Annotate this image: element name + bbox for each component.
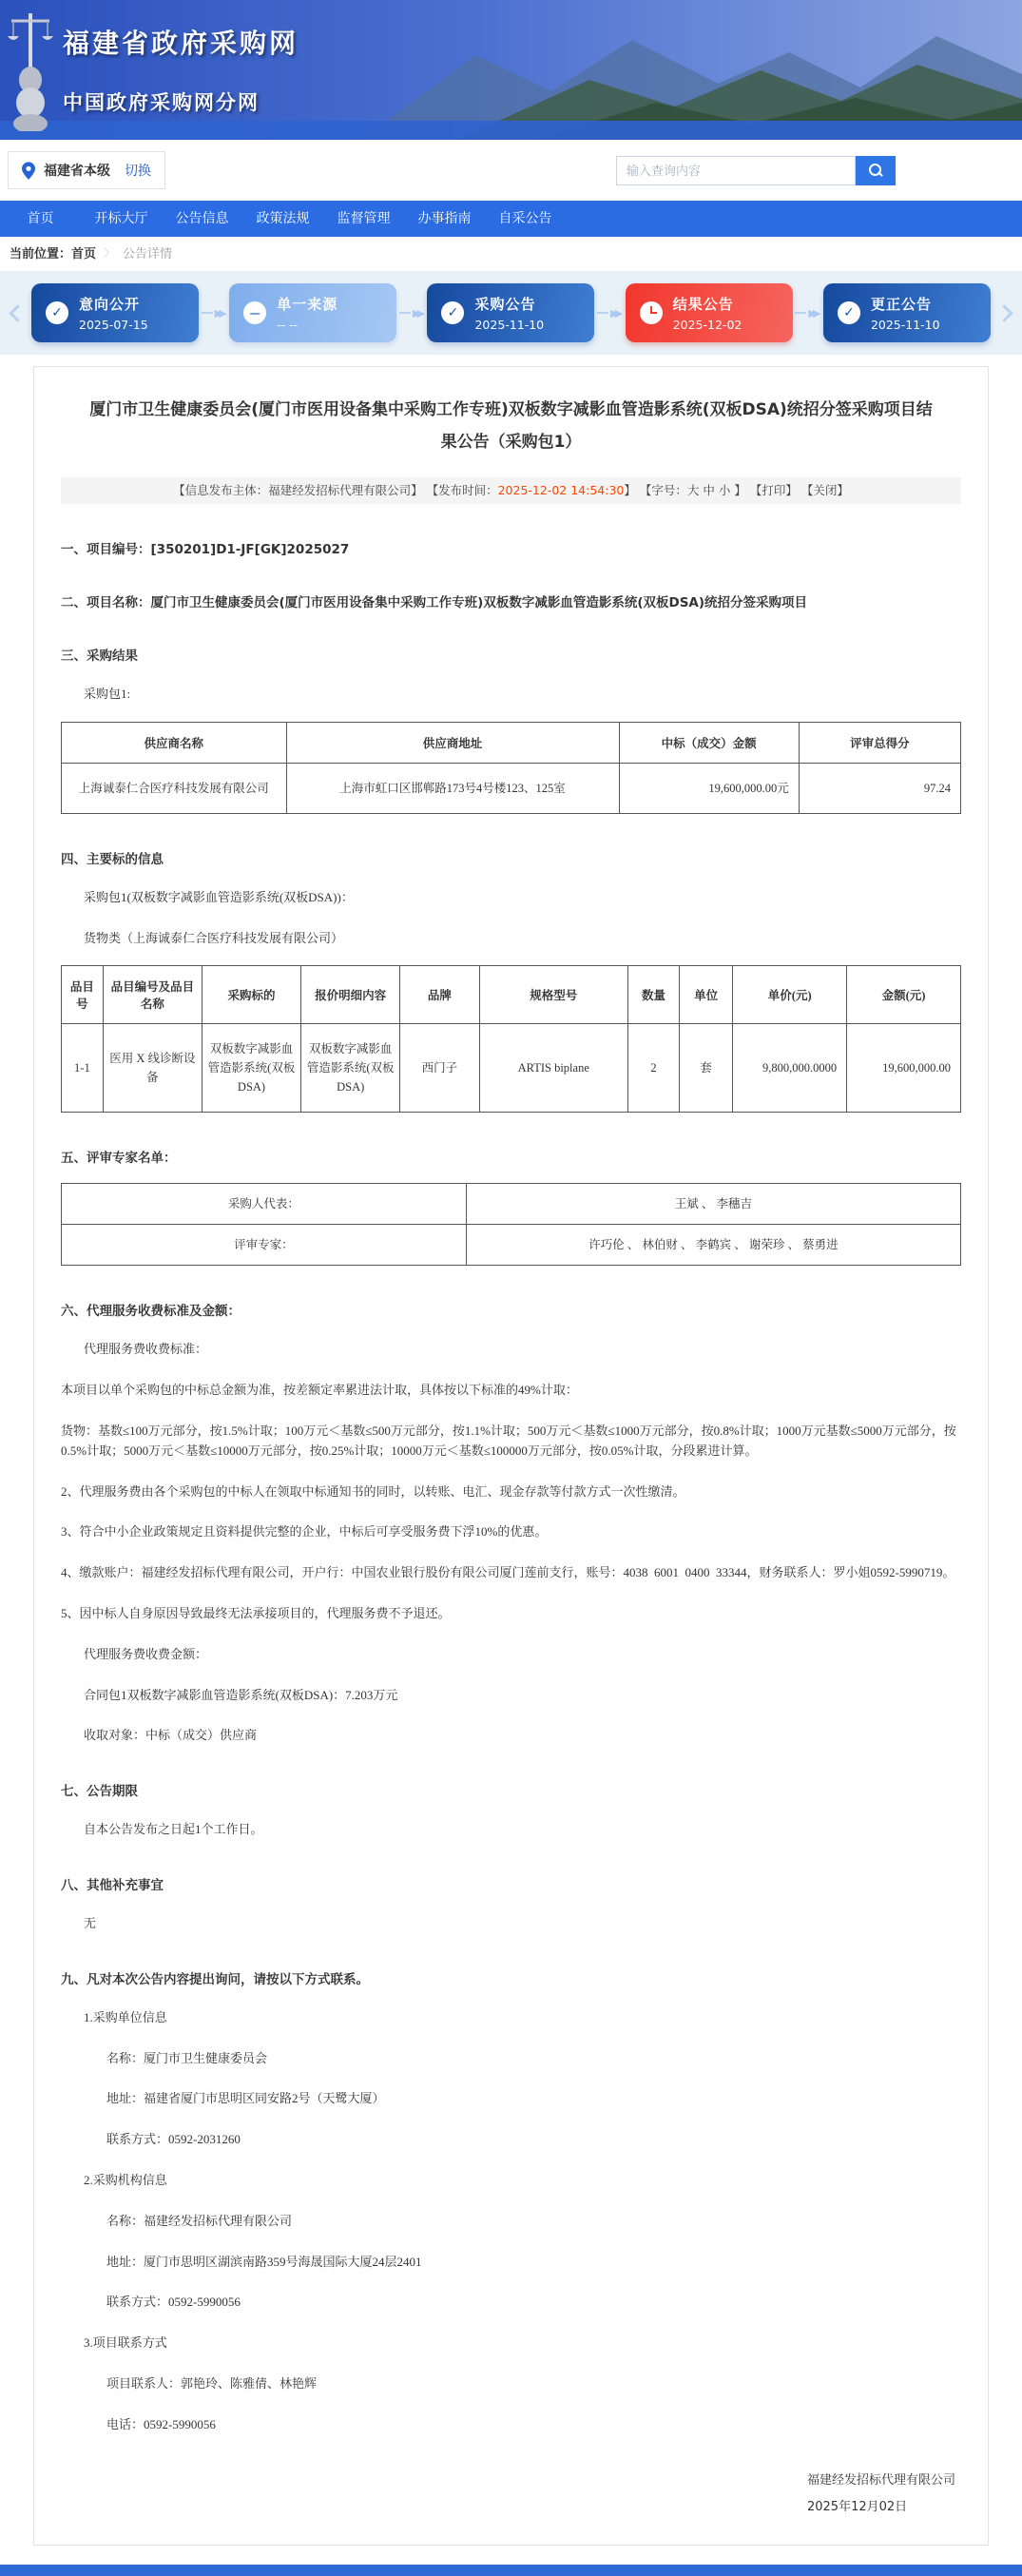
section-4-line1: 采购包1(双板数字减影血管造影系统(双板DSA))：	[84, 889, 354, 904]
fee-payer: 收取对象：中标（成交）供应商	[84, 1728, 258, 1743]
buyer-rep-label: 采购人代表：	[62, 1184, 467, 1225]
site-banner	[0, 0, 1022, 140]
check-circle-icon: ✓	[46, 301, 68, 324]
supplier-result-table	[61, 722, 961, 814]
site-subtitle: 中国政府采购网分网	[63, 91, 260, 114]
step-procurement-announcement[interactable]: ✓ 采购公告 2025-11-10	[427, 283, 594, 342]
table-row	[62, 1024, 961, 1113]
section-1-heading: 一、项目编号：[350201]D1-JF[GK]2025027	[61, 542, 350, 557]
flow-arrow-icon: ▶▶	[399, 307, 425, 320]
agency-name: 名称：福建经发招标代理有限公司	[106, 2213, 293, 2228]
nav-item-bid-hall[interactable]: 开标大厅	[94, 211, 148, 226]
project-contact-phone: 电话：0592-5990056	[106, 2416, 216, 2431]
close-button[interactable]: 【关闭】	[800, 483, 849, 497]
toolbar	[0, 140, 1022, 201]
nav-item-home[interactable]: 首页	[27, 211, 54, 226]
section-4-line2: 货物类（上海诚泰仁合医疗科技发展有限公司）	[84, 930, 344, 945]
item-detail: 双板数字减影血管造影系统(双板DSA)	[301, 1024, 400, 1113]
search-button[interactable]	[856, 156, 896, 185]
section-3-heading: 三、采购结果	[61, 649, 138, 664]
section-5-heading: 五、评审专家名单：	[61, 1151, 177, 1167]
item-no: 1-1	[62, 1024, 104, 1113]
publish-time: 2025-12-02 14:54:30	[497, 483, 625, 497]
item-detail-table	[61, 965, 961, 1113]
process-stepper	[0, 271, 1022, 355]
announcement-document	[33, 366, 989, 2546]
project-contact-names: 项目联系人：郭艳玲、陈雅倩、林艳辉	[106, 2375, 318, 2391]
signature-block	[61, 2468, 961, 2522]
stepper-prev-chevron-icon[interactable]	[9, 304, 26, 321]
fee-paragraph: 本项目以单个采购包的中标总金额为准，按差额定率累进法计取，具体按以下标准的49%计取：	[61, 1383, 578, 1398]
buyer-contact: 联系方式：0592-2031260	[106, 2132, 241, 2147]
experts-names: 许巧伦 、 林伯财 、 李鹤宾 、 谢荣珍 、 蔡勇进	[466, 1225, 960, 1266]
experts-label: 评审专家：	[62, 1225, 467, 1266]
search-bar	[616, 156, 896, 185]
section-8-body: 无	[84, 1915, 97, 1930]
nav-item-announcements[interactable]: 公告信息	[175, 211, 229, 226]
table-row	[62, 763, 961, 813]
section-8-heading: 八、其他补充事宜	[61, 1877, 164, 1893]
buyer-info-title: 1.采购单位信息	[84, 2009, 167, 2024]
fee-paragraph: 4、缴款账户：福建经发招标代理有限公司，开户行：中国农业银行股份有限公司厦门莲前支行，账号：4038 6001 0400 33344，财务联系人：罗小姐0592-5990719。	[61, 1565, 955, 1580]
stepper-steps	[31, 283, 991, 342]
supplier-name: 上海诚泰仁合医疗科技发展有限公司	[62, 763, 287, 813]
buyer-name: 名称：厦门市卫生健康委员会	[106, 2050, 268, 2065]
table-header-row: 供应商名称 供应商地址 中标（成交）金额 评审总得分	[62, 722, 961, 763]
item-unit: 套	[680, 1024, 733, 1113]
info-bar: 【信息发布主体：福建经发招标代理有限公司】 【发布时间：2025-12-02 14:54:30】 【字号：大 中 小 】 【打印】 【关闭】	[61, 477, 961, 504]
buyer-address: 地址：福建省厦门市思明区同安路2号（天鹭大厦）	[106, 2091, 385, 2106]
step-result-announcement[interactable]: 结果公告 2025-12-02	[626, 283, 793, 342]
fee-paragraph: 3、符合中小企业政策规定且资料提供完整的企业，中标后可享受服务费下浮10%的优惠。	[61, 1524, 548, 1540]
section-2-heading: 二、项目名称：厦门市卫生健康委员会(厦门市医用设备集中采购工作专班)双板数字减影血管造影系统(双板DSA)统招分签采购项目	[61, 595, 808, 610]
font-size-large-button[interactable]: 大	[686, 483, 700, 497]
section-7-heading: 七、公告期限	[61, 1784, 138, 1800]
flow-arrow-icon: ▶▶	[202, 307, 227, 320]
step-intent-publication[interactable]: ✓ 意向公开 2025-07-15	[31, 283, 199, 342]
nav-item-supervision[interactable]: 监督管理	[337, 211, 391, 226]
fee-paragraph: 5、因中标人自身原因导致最终无法承接项目的，代理服务费不予退还。	[61, 1605, 451, 1620]
fee-paragraph: 货物：基数≤100万元部分，按1.5%计取；100万元＜基数≤500万元部分，按1.1%计取；500万元＜基数≤1000万元部分，按0.8%计取；1000万元基数≤5000万元部分，按0.5%计取；5000万元＜基数≤10000万元部分，按0.25%计取；10000万元＜基数≤100000万元部分，按0.05%计取，分段累进计算。	[61, 1423, 956, 1458]
project-contact-title: 3.项目联系方式	[84, 2335, 167, 2351]
flow-arrow-icon: ▶▶	[597, 307, 623, 320]
section-4-heading: 四、主要标的信息	[61, 851, 164, 867]
clock-icon	[640, 301, 663, 324]
buyer-rep-names: 王斌 、 李穗吉	[466, 1184, 960, 1225]
search-input[interactable]	[616, 156, 856, 185]
search-icon	[868, 163, 883, 178]
publisher-text: 【信息发布主体：福建经发招标代理有限公司】	[173, 483, 423, 497]
fee-standard-label: 代理服务费收费标准：	[84, 1342, 208, 1357]
breadcrumb-label: 当前位置：	[10, 246, 72, 261]
step-single-source[interactable]: − 单一来源 -- --	[229, 283, 396, 342]
item-subject: 双板数字减影血管造影系统(双板DSA)	[202, 1024, 300, 1113]
fee-paragraph: 2、代理服务费由各个采购包的中标人在领取中标通知书的同时，以转账、电汇、现金存款等付款方式一次性缴清。	[61, 1483, 685, 1499]
banner-scenery-image	[0, 0, 1022, 140]
fee-amount-label: 代理服务费收费金额：	[84, 1646, 208, 1661]
minus-circle-icon: −	[243, 301, 266, 324]
agency-contact: 联系方式：0592-5990056	[106, 2295, 241, 2310]
item-category: 医用 X 线诊断设备	[103, 1024, 202, 1113]
font-size-medium-button[interactable]: 中	[703, 483, 715, 497]
location-pin-icon	[22, 162, 35, 180]
supplier-address: 上海市虹口区邯郸路173号4号楼123、125室	[286, 763, 619, 813]
table-row	[62, 1225, 961, 1266]
nav-item-policies[interactable]: 政策法规	[256, 211, 310, 226]
section-7-body: 自本公告发布之日起1个工作日。	[84, 1822, 263, 1837]
signature-date: 2025年12月02日	[806, 2500, 908, 2515]
section-9-heading: 九、凡对本次公告内容提出询问，请按以下方式联系。	[61, 1971, 369, 1987]
check-circle-icon: ✓	[441, 301, 464, 324]
font-size-small-button[interactable]: 小	[718, 483, 731, 497]
check-circle-icon: ✓	[838, 301, 860, 324]
award-amount: 19,600,000.00元	[619, 763, 799, 813]
nav-item-self-procurement[interactable]: 自采公告	[498, 211, 552, 226]
breadcrumb	[0, 237, 1022, 267]
flow-arrow-icon: ▶▶	[795, 307, 820, 320]
agency-info-title: 2.采购机构信息	[84, 2172, 167, 2187]
item-amount: 19,600,000.00	[847, 1024, 961, 1113]
table-row	[62, 1184, 961, 1225]
region-name: 福建省本级	[44, 164, 110, 179]
site-title: 福建省政府采购网	[63, 28, 299, 59]
section-6-heading: 六、代理服务收费标准及金额：	[61, 1304, 241, 1320]
expert-list-table	[61, 1183, 961, 1266]
item-brand: 西门子	[400, 1024, 479, 1113]
item-model: ARTIS biplane	[479, 1024, 627, 1113]
item-qty: 2	[627, 1024, 679, 1113]
print-button[interactable]: 【打印】	[749, 483, 798, 497]
site-logo-statue-icon	[8, 6, 53, 131]
table-header-row: 品目号 品目编号及品目名称 采购标的 报价明细内容 品牌 规格型号 数量 单位 单价(元) 金额(元)	[62, 966, 961, 1024]
step-correction-announcement[interactable]: ✓ 更正公告 2025-11-10	[823, 283, 991, 342]
region-selector	[8, 151, 165, 189]
region-switch-link[interactable]: 切换	[125, 164, 151, 179]
item-unit-price: 9,800,000.0000	[733, 1024, 847, 1113]
page-title: 厦门市卫生健康委员会(厦门市医用设备集中采购工作专班)双板数字减影血管造影系统(双板DSA)统招分签采购项目结果公告（采购包1）	[89, 400, 933, 452]
breadcrumb-current: 公告详情	[123, 246, 173, 261]
package-label: 采购包1:	[84, 687, 131, 701]
page-footer-bar	[0, 2565, 1022, 2576]
main-nav	[0, 201, 1022, 237]
breadcrumb-home-link[interactable]: 首页	[71, 246, 97, 261]
fee-amount-value: 合同包1双板数字减影血管造影系统(双板DSA)：7.203万元	[84, 1687, 398, 1702]
nav-item-guide[interactable]: 办事指南	[417, 211, 472, 226]
agency-address: 地址：厦门市思明区湖滨南路359号海晟国际大厦24层2401	[106, 2254, 422, 2269]
review-score: 97.24	[799, 763, 960, 813]
signature-company: 福建经发招标代理有限公司	[806, 2472, 955, 2488]
breadcrumb-separator-icon: 〉	[104, 245, 116, 260]
stepper-next-chevron-icon[interactable]	[995, 304, 1012, 321]
